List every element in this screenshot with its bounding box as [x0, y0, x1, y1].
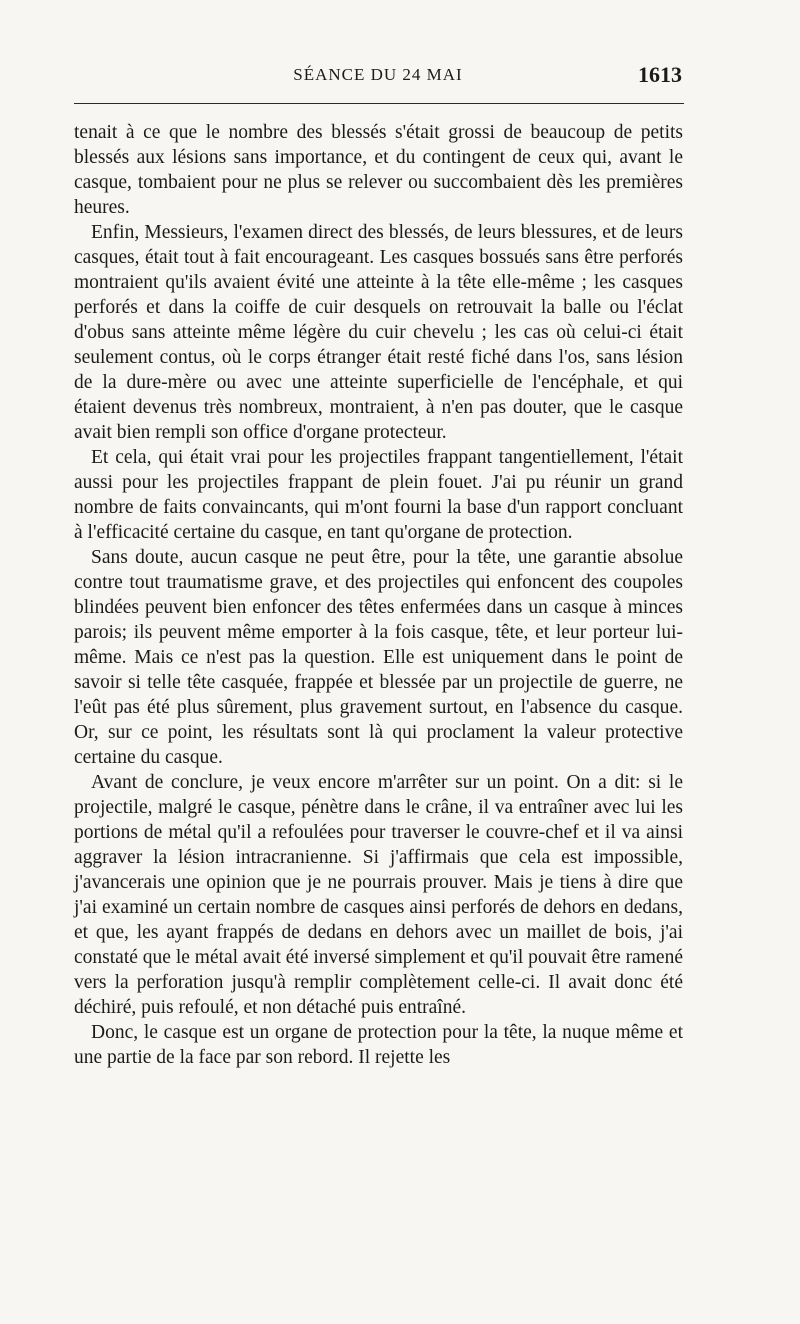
paragraph-5: Avant de conclure, je veux encore m'arrêter sur un point. On a dit: si le projectile, malgré le casque, pénètre dans le crâne, il va entraîner avec lui les portions de métal qu'il a refoulées pour traverser le couvre-chef et il va ainsi aggraver la lésion intracranienne. Si j'affirmais que cela est impossible, j'avancerais une opinion que je ne pourrais prouver. Mais je tiens à dire que j'ai examiné un certain nombre de casques ainsi perforés de dehors en dedans, et que, les ayant frappés de dedans en dehors avec un maillet de bois, j'ai constaté que le métal avait été inversé simplement et qu'il pouvait être ramené vers la perforation jusqu'à remplir complètement celle-ci. Il avait donc été déchiré, puis refoulé, et non détaché puis entraîné. — [74, 772, 683, 1018]
body-text — [74, 120, 683, 1070]
paragraph-4: Sans doute, aucun casque ne peut être, pour la tête, une garantie absolue contre tout traumatisme grave, et des projectiles qui enfoncent des coupoles blindées peuvent bien enfoncer des têtes enfermées dans un casque à minces parois; ils peuvent même emporter à la fois casque, tête, et leur porteur lui-même. Mais ce n'est pas la question. Elle est uniquement dans le point de savoir si telle tête casquée, frappée et blessée par un projectile de guerre, ne l'eût pas été plus sûrement, plus gravement surtout, en l'absence du casque. Or, sur ce point, les résultats sont là qui proclament la valeur protective certaine du casque. — [74, 547, 683, 768]
paragraph-2: Enfin, Messieurs, l'examen direct des blessés, de leurs blessures, et de leurs casques, était tout à fait encourageant. Les casques bossués sans être perforés montraient qu'ils avaient évité une atteinte à la tête elle-même ; les casques perforés et dans la coiffe de cuir desquels on retrouvait la balle ou l'éclat d'obus sans atteinte même légère du cuir chevelu ; les cas où celui-ci était seulement contus, où le corps étranger était resté fiché dans l'os, sans lésion de la dure-mère ou avec une atteinte superficielle de l'encéphale, et qui étaient devenus très nombreux, montraient, à n'en pas douter, que le casque avait bien rempli son office d'organe protecteur. — [74, 222, 683, 443]
paragraph-6: Donc, le casque est un organe de protection pour la tête, la nuque même et une partie de la face par son rebord. Il rejette les — [74, 1022, 683, 1068]
page-number: 1613 — [638, 62, 682, 87]
paragraph-1: tenait à ce que le nombre des blessés s'était grossi de beaucoup de petits blessés aux lésions sans importance, et du contingent de ceux qui, avant le casque, tombaient pour ne plus se relever ou succombaient dès les premières heures. — [74, 122, 683, 218]
paragraph-3: Et cela, qui était vrai pour les projectiles frappant tangentiellement, l'était aussi pour les projectiles frappant de plein fouet. J'ai pu réunir un grand nombre de faits convaincants, qui m'ont fourni la base d'un rapport concluant à l'efficacité certaine du casque, en tant qu'organe de protection. — [74, 447, 683, 543]
header-rule — [74, 103, 684, 104]
running-title: SÉANCE DU 24 MAI — [293, 65, 463, 84]
page-header — [74, 62, 682, 92]
